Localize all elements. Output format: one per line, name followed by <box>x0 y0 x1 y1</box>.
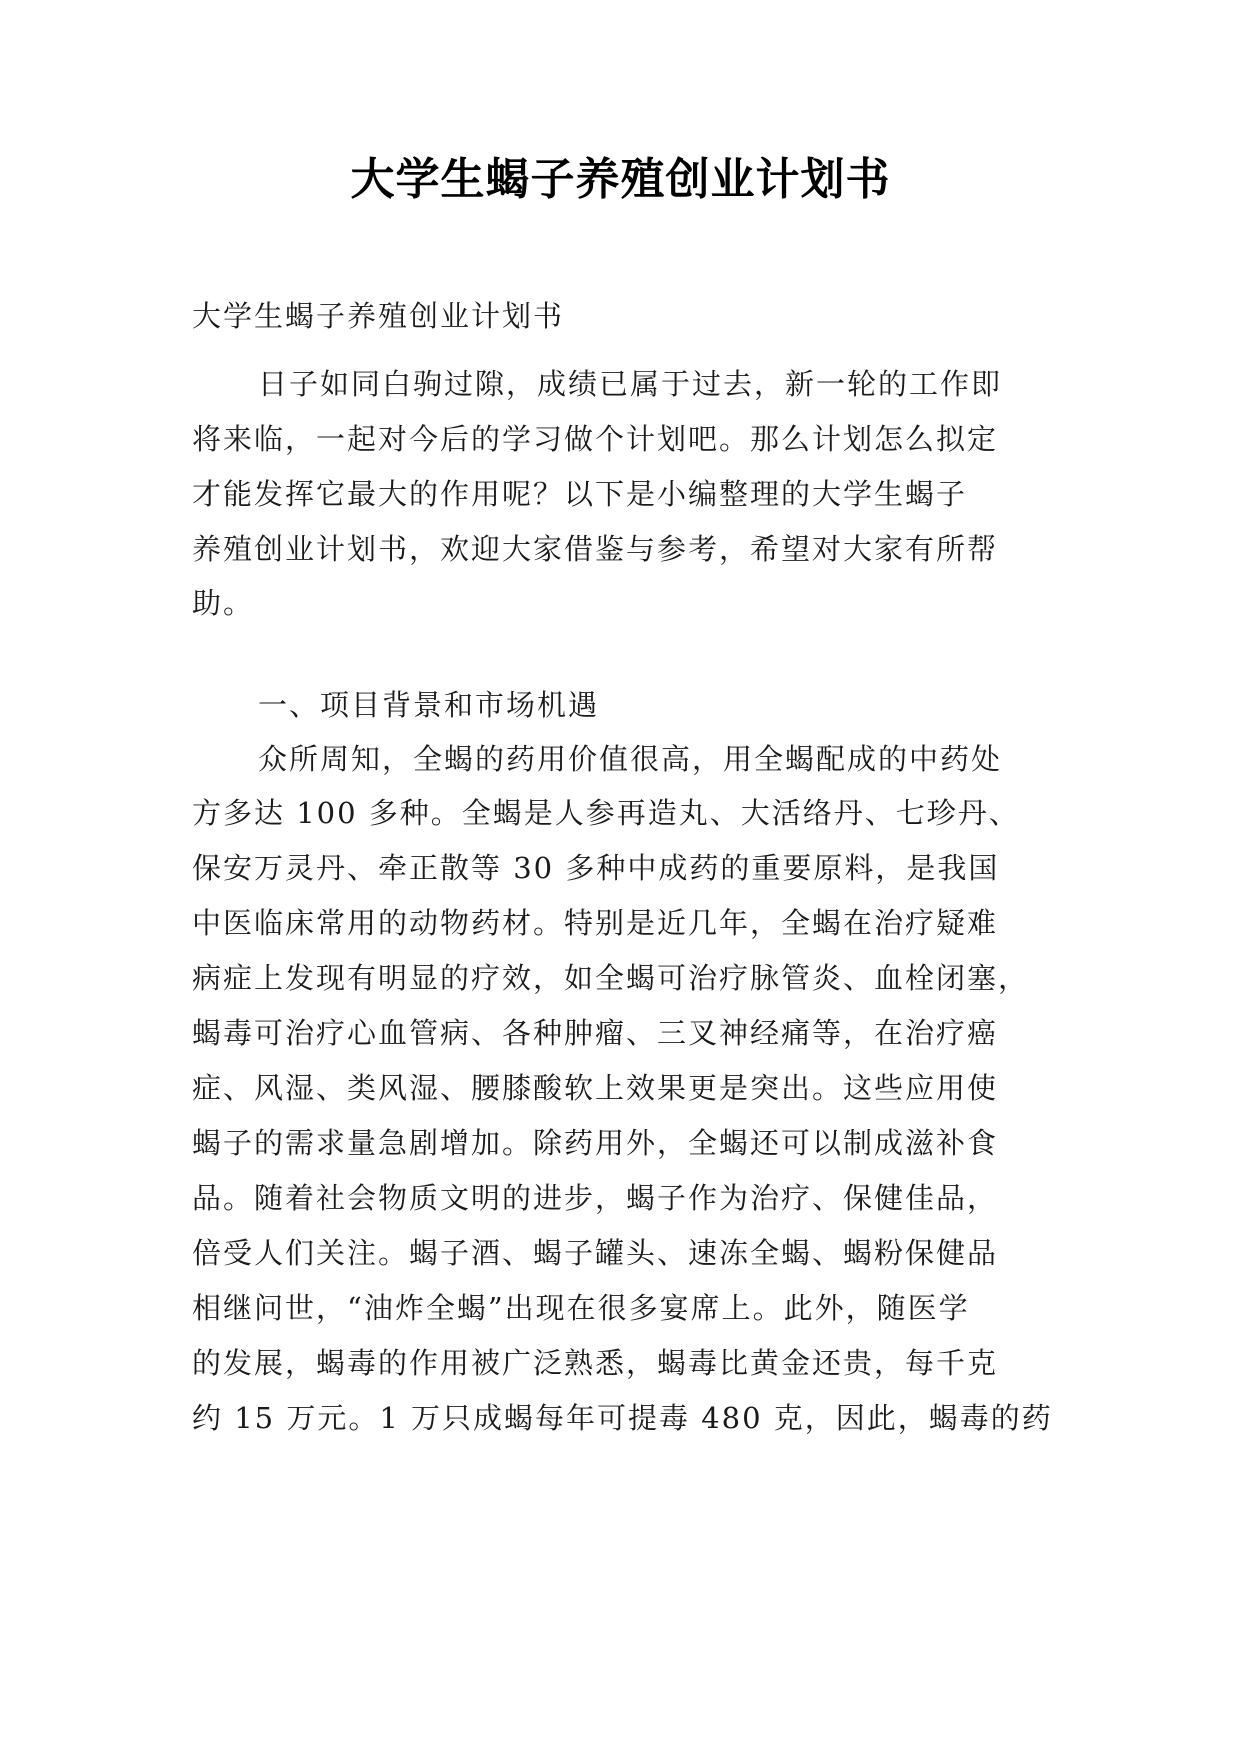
document-title: 大学生蝎子养殖创业计划书 <box>350 154 891 205</box>
body-line: 倍受人们关注。蝎子酒、蝎子罐头、速冻全蝎、蝎粉保健品 <box>192 1236 999 1270</box>
body-line: 蝎毒可治疗心血管病、各种肿瘤、三叉神经痛等，在治疗癌 <box>192 1016 999 1050</box>
body-line: 品。随着社会物质文明的进步，蝎子作为治疗、保健佳品， <box>192 1181 999 1215</box>
body-line: 方多达 100 多种。全蝎是人参再造丸、大活络丹、七珍丹、 <box>192 796 1020 830</box>
document-subtitle: 大学生蝎子养殖创业计划书 <box>192 299 565 333</box>
intro-line: 日子如同白驹过隙，成绩已属于过去，新一轮的工作即 <box>258 367 1003 401</box>
body-line: 病症上发现有明显的疗效，如全蝎可治疗脉管炎、血栓闭塞， <box>192 961 1030 995</box>
body-line: 蝎子的需求量急剧增加。除药用外，全蝎还可以制成滋补食 <box>192 1126 999 1160</box>
body-line: 约 15 万元。1 万只成蝎每年可提毒 480 克，因此，蝎毒的药 <box>192 1401 1053 1435</box>
intro-line: 养殖创业计划书，欢迎大家借鉴与参考，希望对大家有所帮 <box>192 532 999 566</box>
body-line: 相继问世，“油炸全蝎”出现在很多宴席上。此外，随医学 <box>192 1291 970 1325</box>
body-line: 的发展，蝎毒的作用被广泛熟悉，蝎毒比黄金还贵，每千克 <box>192 1346 999 1380</box>
body-line: 中医临床常用的动物药材。特别是近几年，全蝎在治疗疑难 <box>192 906 999 940</box>
intro-line: 将来临，一起对今后的学习做个计划吧。那么计划怎么拟定 <box>192 422 999 456</box>
section-heading: 一、项目背景和市场机遇 <box>258 688 600 722</box>
intro-line: 才能发挥它最大的作用呢？以下是小编整理的大学生蝎子 <box>192 477 968 511</box>
body-line: 保安万灵丹、牵正散等 30 多种中成药的重要原料，是我国 <box>192 851 1000 885</box>
body-line: 众所周知，全蝎的药用价值很高，用全蝎配成的中药处 <box>258 742 1003 776</box>
body-line: 症、风湿、类风湿、腰膝酸软上效果更是突出。这些应用使 <box>192 1071 999 1105</box>
intro-line: 助。 <box>192 586 255 620</box>
